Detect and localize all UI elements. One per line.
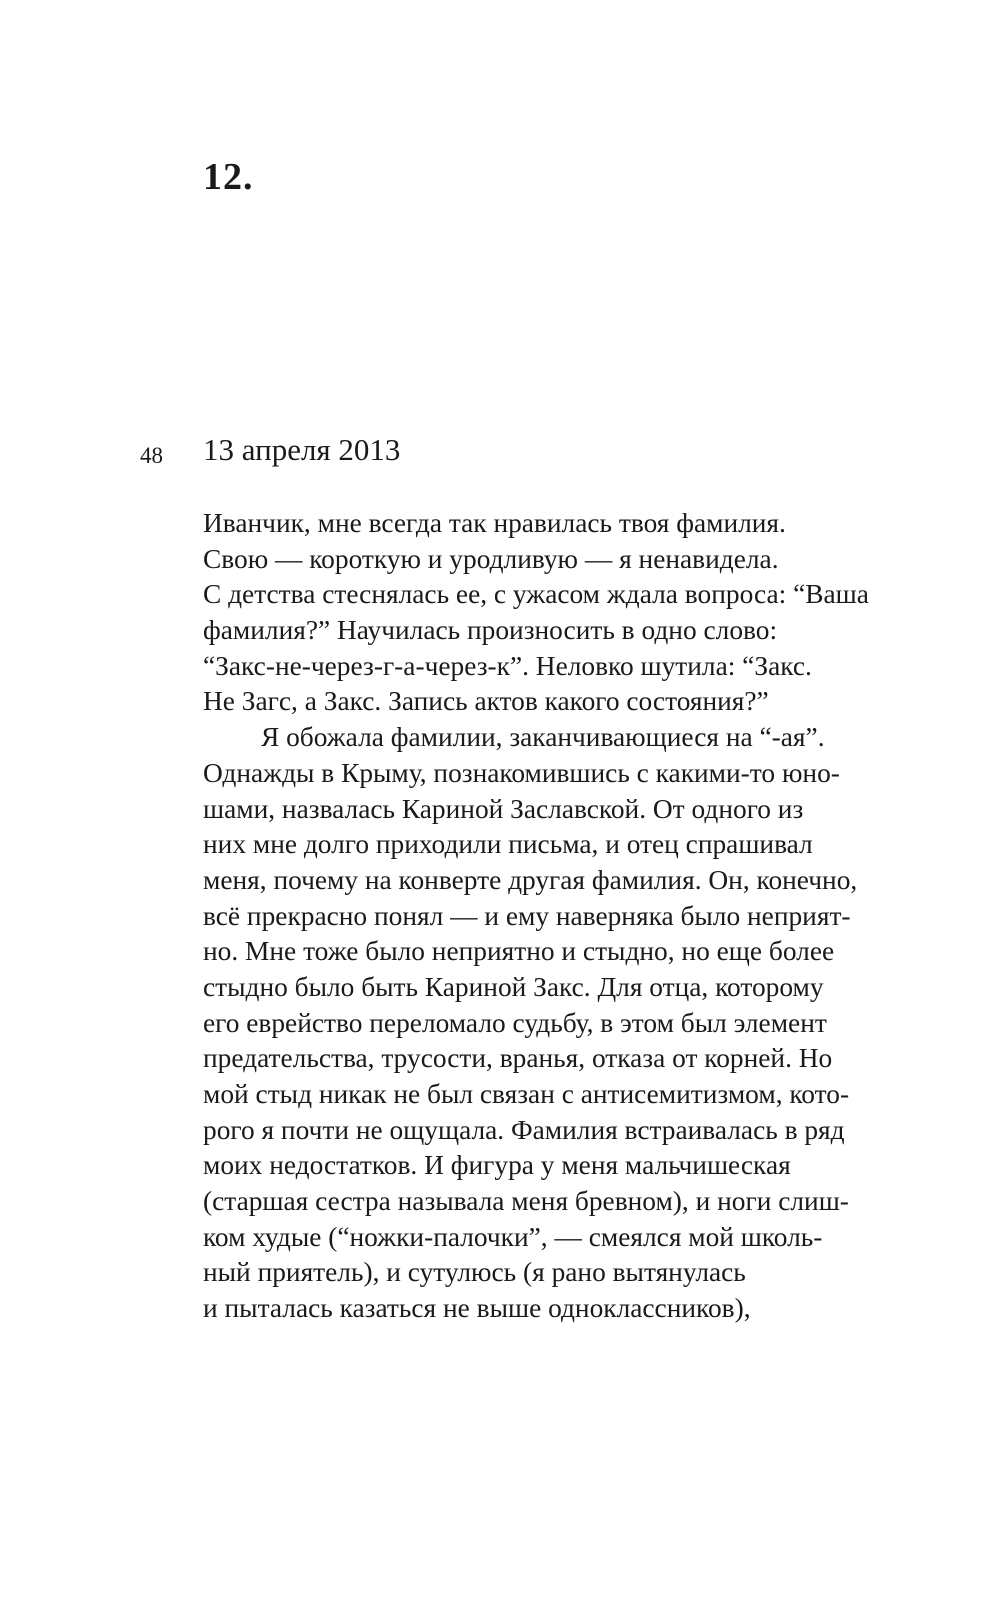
text-line: Иванчик, мне всегда так нравилась твоя фамилия.: [203, 508, 786, 538]
text-line: ный приятель), и сутулюсь (я рано вытянулась: [203, 1257, 746, 1288]
text-line: но. Мне тоже было неприятно и стыдно, но еще более: [203, 936, 835, 967]
text-line: Я обожала фамилии, заканчивающиеся на “-ая”.: [261, 722, 825, 753]
text-line: и пыталась казаться не выше одноклассников),: [203, 1293, 751, 1324]
text-line: С детства стеснялась ее, с ужасом ждала вопроса: “Ваша: [203, 579, 869, 610]
page-number: 48: [140, 443, 163, 468]
text-line: Однажды в Крыму, познакомившись с какими-то юно-: [203, 757, 840, 788]
text-line: предательства, трусости, вранья, отказа от корней. Но: [203, 1043, 833, 1074]
text-line: стыдно было быть Кариной Закс. Для отца, которому: [203, 971, 824, 1002]
text-line: рого я почти не ощущала. Фамилия встраивалась в ряд: [203, 1114, 845, 1145]
entry-date-heading: 13 апреля 2013: [203, 432, 401, 467]
text-line: них мне долго приходили письма, и отец спрашивал: [203, 829, 813, 860]
text-line: Не Загс, а Закс. Запись актов какого состояния?”: [203, 686, 769, 717]
text-line: ком худые (“ножки-палочки”, — смеялся мой школь-: [203, 1221, 823, 1252]
text-line: (старшая сестра называла меня бревном), и ноги слиш-: [203, 1186, 849, 1217]
text-line: шами, назвалась Кариной Заславской. От одного из: [203, 793, 804, 824]
text-line: всё прекрасно понял — и ему наверняка было неприят-: [203, 900, 851, 931]
text-line: мой стыд никак не был связан с антисемитизмом, кото-: [203, 1079, 850, 1109]
chapter-number: 12.: [203, 156, 254, 198]
text-line: Свою — короткую и уродливую — я ненавидела.: [203, 543, 779, 574]
text-line: меня, почему на конверте другая фамилия. Он, конечно,: [203, 864, 858, 895]
entry-body-text: [203, 506, 903, 1327]
text-line: моих недостатков. И фигура у меня мальчишеская: [203, 1150, 791, 1181]
text-line: его еврейство переломало судьбу, в этом был элемент: [203, 1007, 827, 1038]
text-line: “Закс-не-через-г-а-через-к”. Неловко шутила: “Закс.: [203, 650, 812, 681]
text-line: фамилия?” Научилась произносить в одно слово:: [203, 615, 778, 646]
